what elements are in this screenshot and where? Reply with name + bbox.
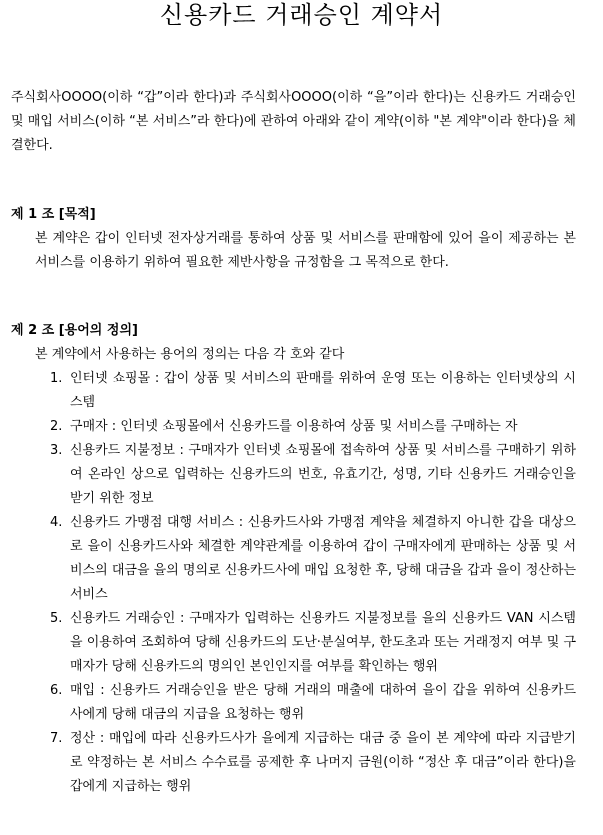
definition-item-4: [11, 511, 576, 607]
definition-text: 신용카드 지불정보 : 구매자가 인터넷 쇼핑몰에 접속하여 상품 및 서비스를 구매하기 위하여 온라인 상으로 입력하는 신용카드의 번호, 유효기간, 성명, 기타 신용카드 거래승인을 받기 위한 정보: [70, 443, 576, 506]
definition-number: 2.: [50, 419, 63, 434]
definition-number: 5.: [50, 611, 63, 626]
document-title: 신용카드 거래승인 계약서: [159, 1, 444, 29]
definition-text: 구매자 : 인터넷 쇼핑몰에서 신용카드를 이용하여 상품 및 서비스를 구매하는 자: [70, 419, 518, 434]
article-1-body: 본 계약은 갑이 인터넷 전자상거래를 통하여 상품 및 서비스를 판매함에 있어 을이 제공하는 본 서비스를 이용하기 위하여 필요한 제반사항을 규정함을 그 목적으로 한다.: [35, 231, 576, 270]
definition-text: 매입 : 신용카드 거래승인을 받은 당해 거래의 매출에 대하여 을이 갑을 위하여 신용카드사에게 당해 대금의 지급을 요청하는 행위: [70, 683, 576, 722]
definition-item-1: [11, 367, 576, 415]
definition-number: 4.: [50, 515, 63, 530]
article-2-lead: 본 계약에서 사용하는 용어의 정의는 다음 각 호와 같다: [35, 347, 345, 362]
definition-item-2: [11, 415, 576, 439]
definition-item-6: [11, 679, 576, 727]
definition-item-5: [11, 607, 576, 679]
definition-number: 6.: [50, 683, 63, 698]
definition-list: [11, 367, 576, 799]
intro-paragraph: 주식회사OOOO(이하 “갑”이라 한다)과 주식회사OOOO(이하 “을”이라 한다)는 신용카드 거래승인 및 매입 서비스(이하 “본 서비스”라 한다)에 관하여 아래와 같이 계약(이하 "본 계약"이라 한다)을 체결한다.: [11, 90, 576, 153]
definition-item-7: [11, 727, 576, 799]
definition-number: 1.: [50, 371, 63, 386]
definition-text: 신용카드 가맹점 대행 서비스 : 신용카드사와 가맹점 계약을 체결하지 아니한 갑을 대상으로 을이 신용카드사와 체결한 계약관계를 이용하여 갑이 구매자에게 판매하는 상품 및 서비스의 대금을 을의 명의로 신용카드사에 매입 요청한 후, 당해 대금을 갑과 을이 정산하는 서비스: [70, 515, 576, 602]
article-1: [11, 203, 576, 275]
definition-number: 7.: [50, 731, 63, 746]
definition-number: 3.: [50, 443, 63, 458]
definition-item-3: [11, 439, 576, 511]
article-2: [11, 319, 576, 799]
article-1-heading: 제 1 조 [목적]: [11, 207, 96, 222]
article-2-heading: 제 2 조 [용어의 정의]: [11, 323, 138, 338]
definition-text: 인터넷 쇼핑몰 : 갑이 상품 및 서비스의 판매를 위하여 운영 또는 이용하는 인터넷상의 시스템: [70, 371, 576, 410]
definition-text: 정산 : 매입에 따라 신용카드사가 을에게 지급하는 대금 중 을이 본 계약에 따라 지급받기로 약정하는 본 서비스 수수료를 공제한 후 나머지 금원(이하 “정산 후 대금”이라 한다)을 갑에게 지급하는 행위: [70, 731, 576, 794]
definition-text: 신용카드 거래승인 : 구매자가 입력하는 신용카드 지불정보를 을의 신용카드 VAN 시스템을 이용하여 조회하여 당해 신용카드의 도난·분실여부, 한도초과 또는 거래정지 여부 및 구매자가 당해 신용카드의 명의인 본인인지를 여부를 확인하는 행위: [70, 611, 576, 674]
